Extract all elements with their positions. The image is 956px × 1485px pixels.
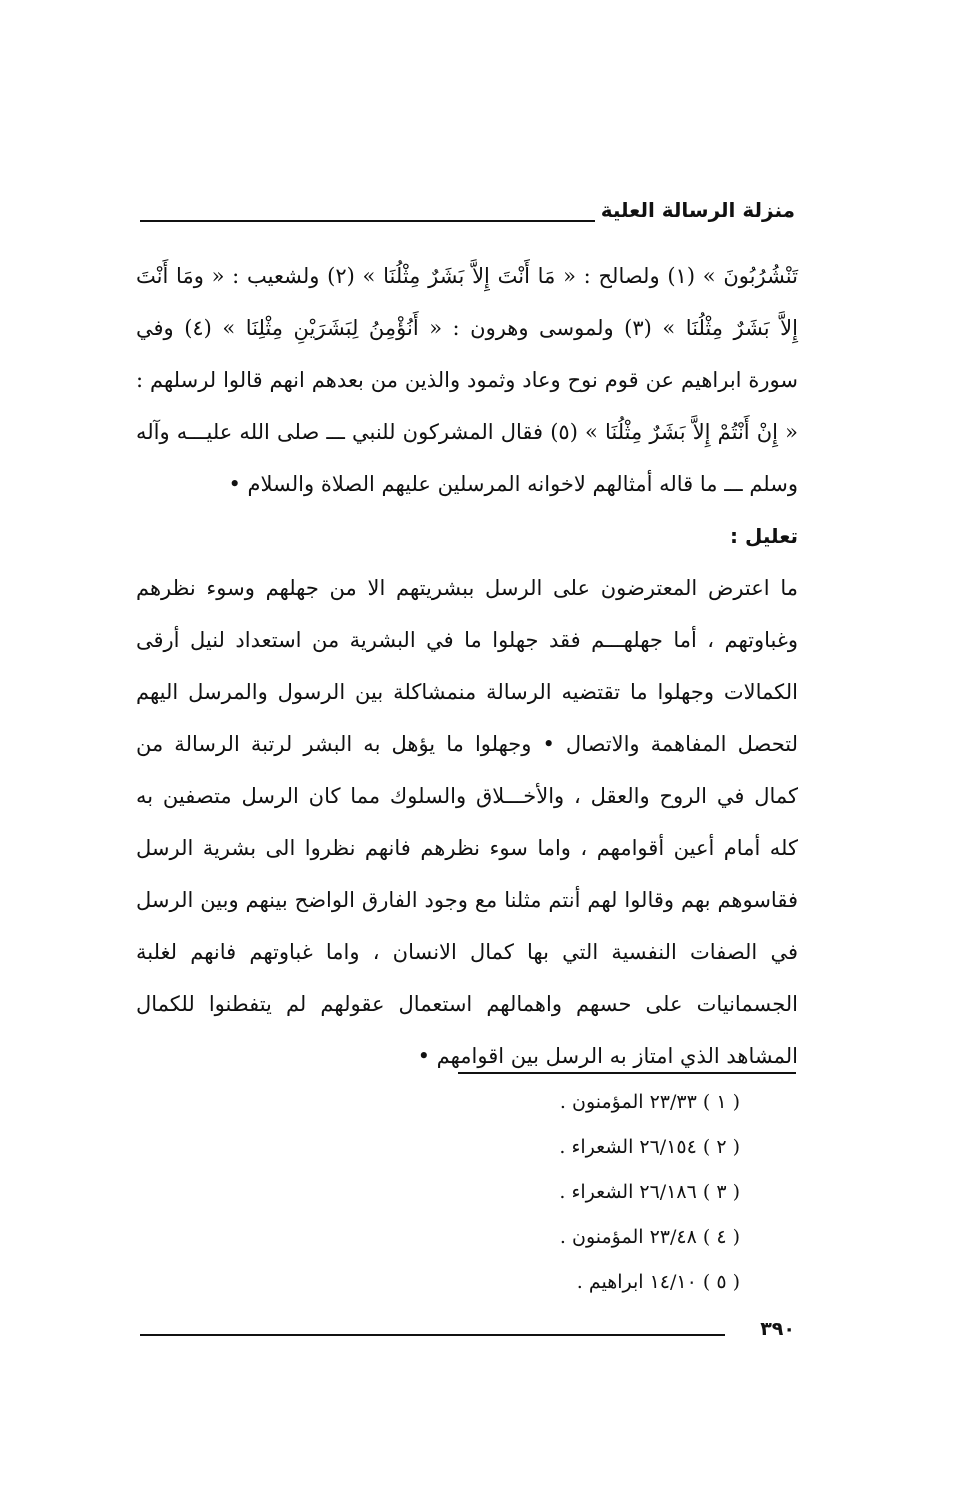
- footnote-1: ( ١ ) ٢٣/٣٣ المؤمنون .: [559, 1091, 740, 1113]
- footnotes: [440, 1080, 740, 1305]
- header-rule: [140, 220, 595, 222]
- footnote-rule: [458, 1072, 796, 1074]
- body-text: [136, 250, 798, 1082]
- intro-paragraph: تَنْشُرُبُونَ » (١) ولصالح : « مَا أَنْتَ إِلاَّ بَشَرٌ مِثْلُنَا » (٢) ولشعيب : « ومَا أَنْتَ إِلاَّ بَشَرٌ مِثْلُنَا » (٣) ولموسى وهرون : « أَنُؤْمِنُ لِبَشَرَيْنِ مِثْلِنَا » (٤) وفي سورة ابراهيم عن قوم نوح وعاد وثمود والذين من بعدهم انهم قالوا لرسلهم : « إِنْ أَنْتُمْ إِلاَّ بَشَرٌ مِثْلُنَا » (٥) فقال المشركون للنبي ـــ صلى الله عليـــه وآله وسلم ـــ ما قاله أمثالهم لاخوانه المرسلين عليهم الصلاة والسلام •: [136, 264, 798, 496]
- footnote-5: ( ٥ ) ١٤/١٠ ابراهيم .: [576, 1271, 740, 1293]
- page-number: ٣٩٠: [760, 1318, 795, 1340]
- section-heading: تعليل :: [730, 524, 798, 548]
- footer-rule: [140, 1334, 725, 1336]
- page-footer: [140, 1318, 795, 1348]
- footnote-3: ( ٣ ) ٢٦/١٨٦ الشعراء .: [559, 1181, 740, 1203]
- header-title: منزلة الرسالة العلية: [600, 198, 795, 222]
- running-header: [140, 198, 795, 234]
- explanation-paragraph: ما اعترض المعترضون على الرسل ببشريتهم الا من جهلهم وسوء نظرهم وغباوتهم ، أما جهلهـــم فقد جهلوا ما في البشرية من استعداد لنيل أرقى الكمالات وجهلوا ما تقتضيه الرسالة منمشاكلة بين الرسول والمرسل اليهم لتحصل المفاهمة والاتصال • وجهلوا ما يؤهل به البشر لرتبة الرسالة من كمال في الروح والعقل ، والأخـــلاق والسلوك مما كان الرسل متصفين به كله أمام أعين أقوامهم ، واما سوء نظرهم فانهم نظروا الى بشرية الرسل فقاسوهم بهم وقالوا لهم أنتم مثلنا مع وجود الفارق الواضح بينهم وبين الرسل في الصفات النفسية التي بها كمال الانسان ، واما غباوتهم فانهم لغلبة الجسمانيات على حسهم واهمالهم استعمال عقولهم لم يتفطنوا للكمال المشاهد الذي امتاز به الرسل بين اقوامهم •: [136, 576, 798, 1068]
- footnote-4: ( ٤ ) ٢٣/٤٨ المؤمنون .: [559, 1226, 740, 1248]
- footnote-2: ( ٢ ) ٢٦/١٥٤ الشعراء .: [559, 1136, 740, 1158]
